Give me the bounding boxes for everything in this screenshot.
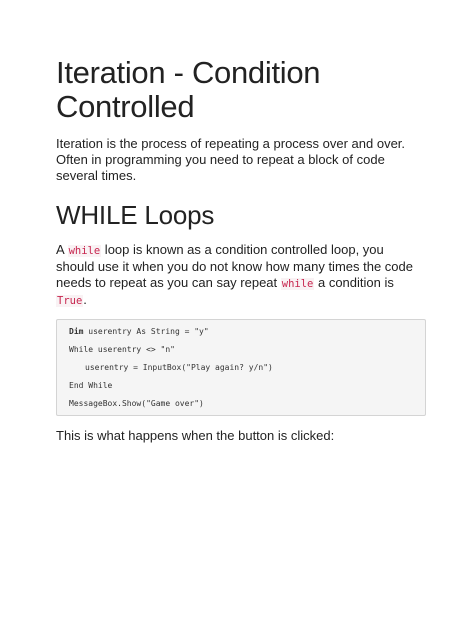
description-text-3: a condition is — [314, 275, 394, 290]
section-heading: WHILE Loops — [56, 200, 215, 230]
description-text-2: loop is known as a condition controlled loop, you should use it when you do not know how many times the code needs to repeat as you can say repeat — [56, 242, 413, 290]
description-paragraph — [56, 242, 424, 309]
inline-code-true: True — [57, 295, 83, 307]
code-block — [56, 319, 426, 416]
description-text-1: A — [56, 242, 68, 257]
inline-code-while: while — [68, 245, 101, 257]
page-title-line-1: Iteration - Condition — [56, 55, 321, 90]
page-title-line-2: Controlled — [56, 89, 195, 124]
intro-paragraph: Iteration is the process of repeating a process over and over. Often in programming you need to repeat a block of code several times. — [56, 136, 406, 183]
after-code-paragraph: This is what happens when the button is clicked: — [56, 428, 335, 443]
code-line-2: While userentry <> "n" — [69, 345, 175, 354]
code-line-3: userentry = InputBox("Play again? y/n") — [85, 363, 273, 372]
page-title — [56, 56, 424, 124]
code-line-4: End While — [69, 381, 113, 390]
inline-code-while-2: while — [281, 278, 314, 290]
description-text-4: . — [83, 292, 87, 307]
code-line-5: MessageBox.Show("Game over") — [69, 399, 204, 408]
document-page — [56, 56, 424, 444]
code-line-1-rest: userentry As String = "y" — [83, 327, 209, 336]
code-line-1 — [69, 327, 413, 336]
code-keyword-dim: Dim — [69, 327, 84, 336]
